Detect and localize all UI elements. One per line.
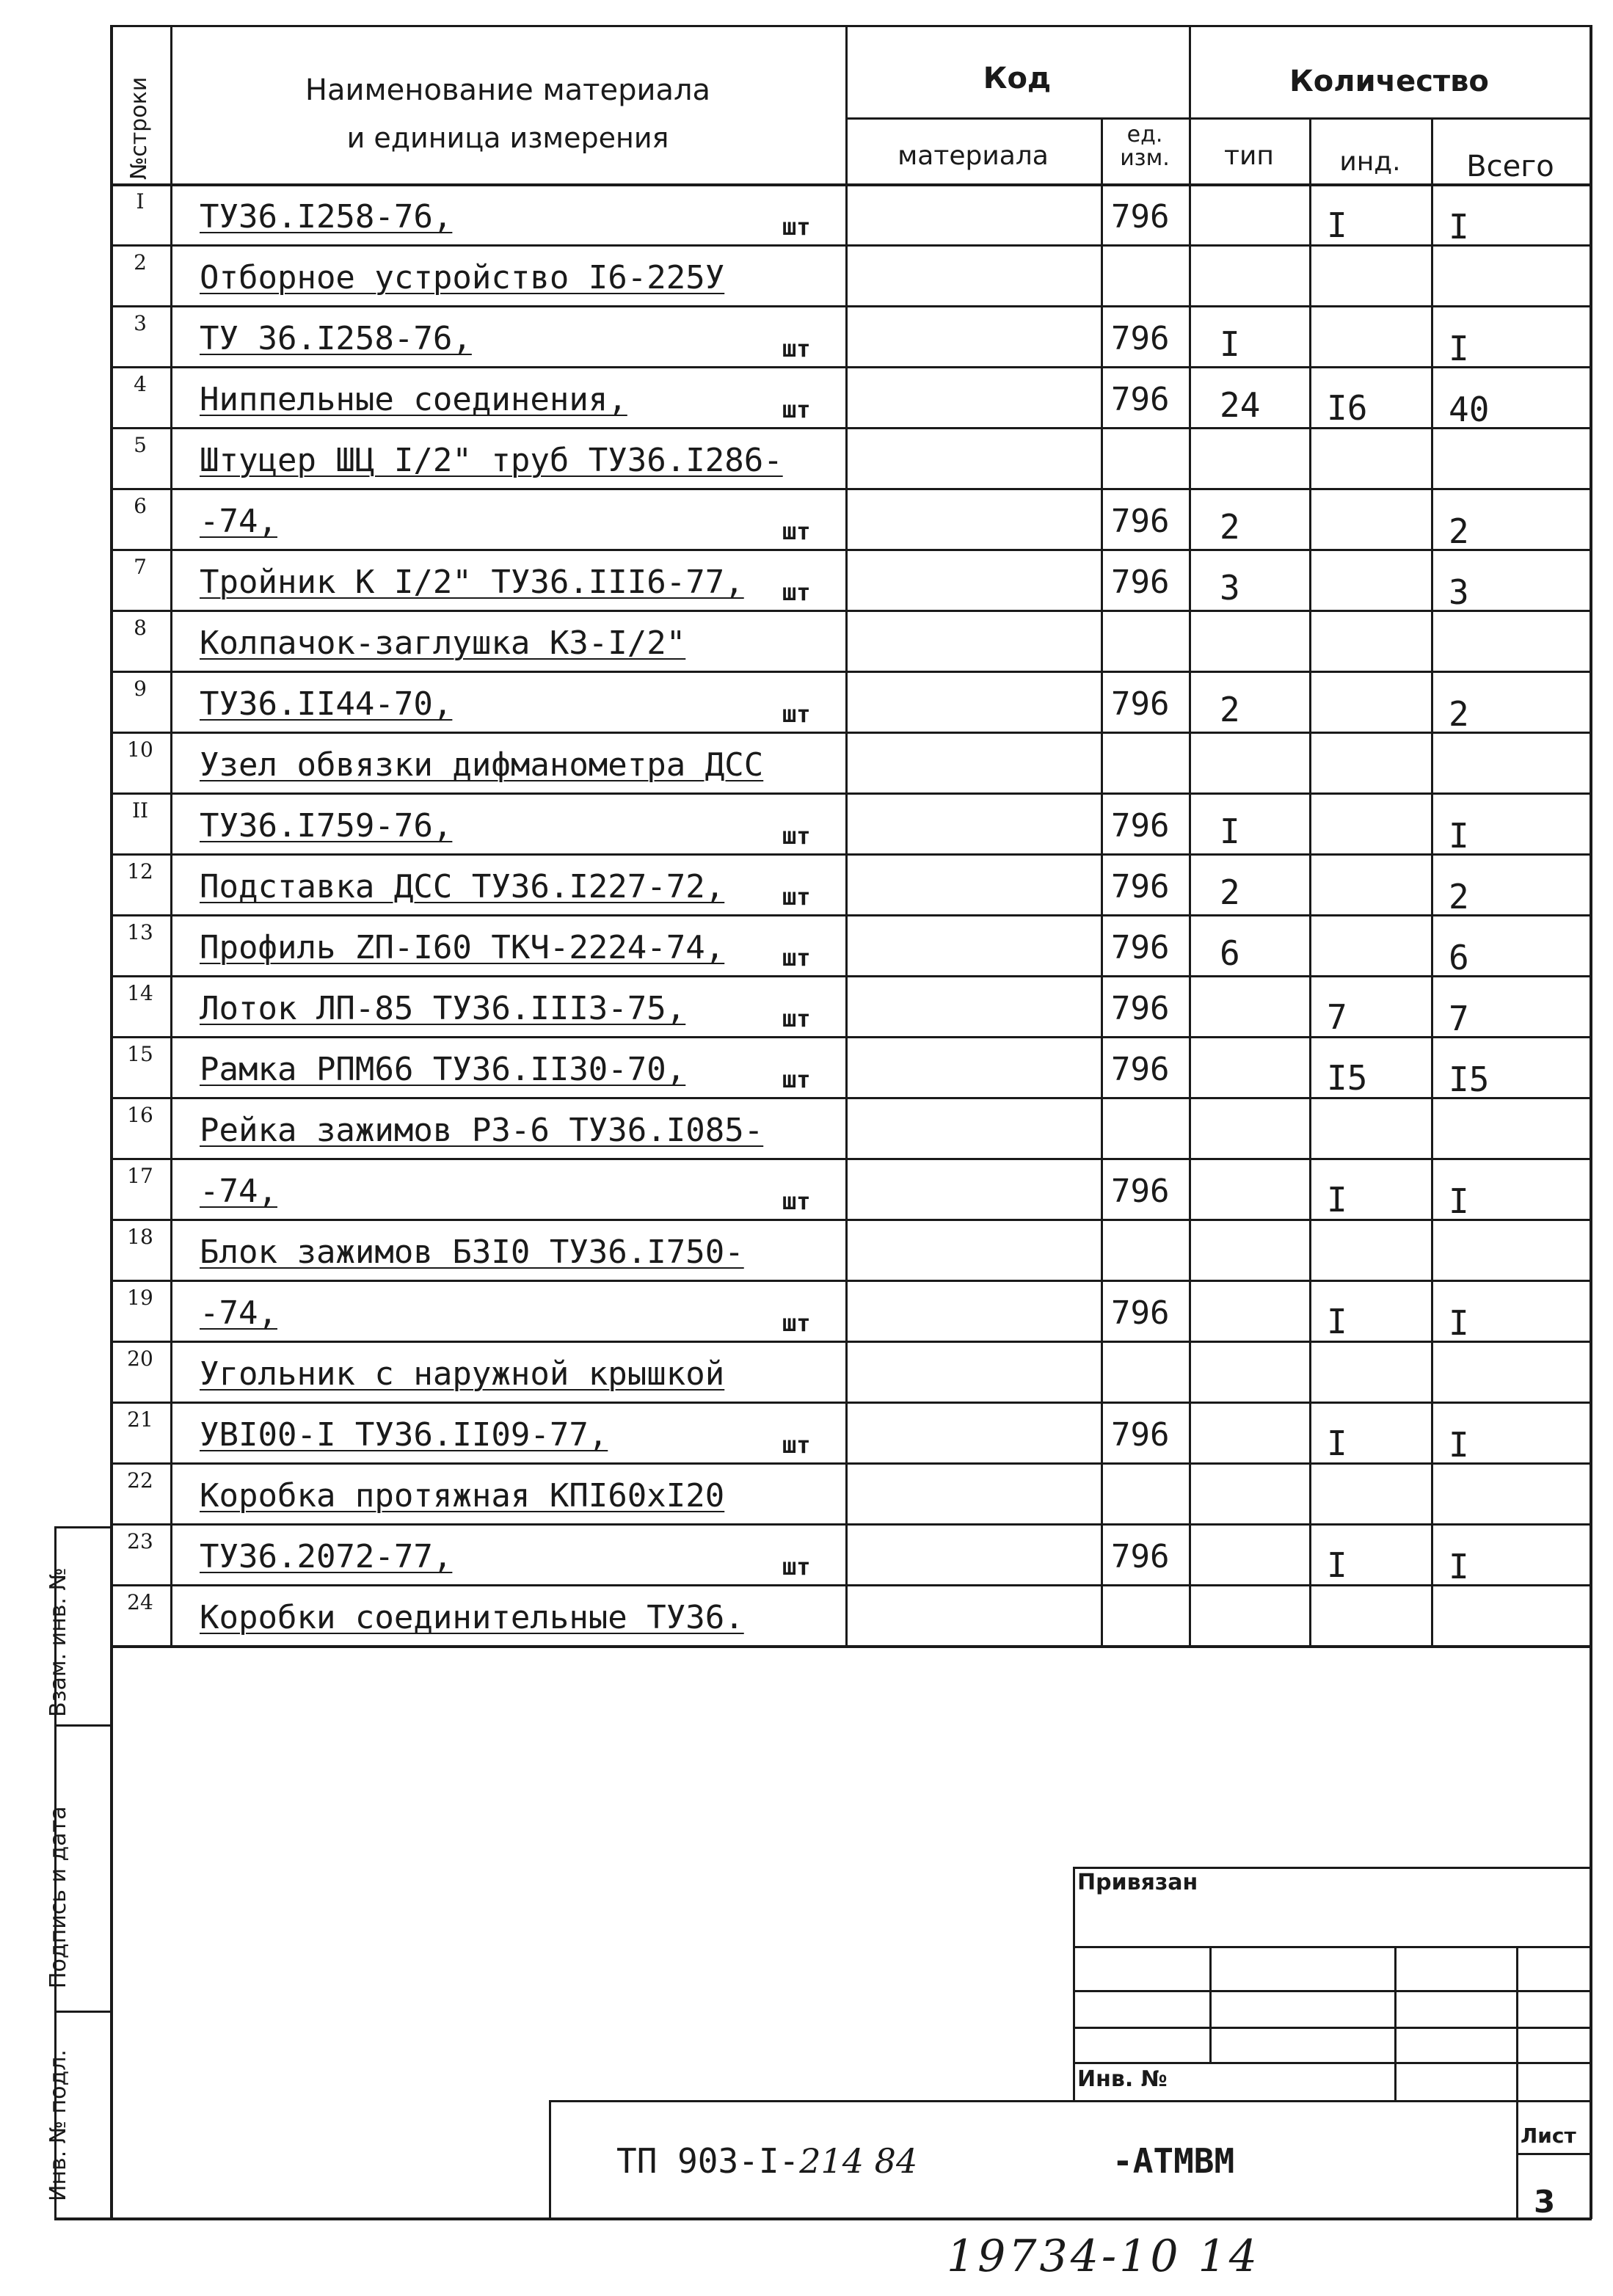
row-line — [110, 1402, 1592, 1404]
qty-total: I — [1449, 1547, 1469, 1586]
row-line — [110, 1158, 1592, 1160]
material-name: Узел обвязки дифманометра ДСС — [200, 746, 764, 784]
unit-label: шт — [782, 883, 811, 911]
material-name: Коробки соединительные ТУ36. — [200, 1599, 744, 1636]
row-line — [110, 1036, 1592, 1038]
qty-type: 24 — [1220, 385, 1261, 425]
qty-ind: I6 — [1327, 388, 1368, 428]
material-name: -74, — [200, 1294, 277, 1332]
doc-handwritten: 214 84 — [799, 2141, 918, 2181]
material-name: УВI00-I ТУ36.II09-77, — [200, 1416, 608, 1454]
stamp-line — [1516, 1946, 1518, 2217]
unit-code: 796 — [1111, 1538, 1170, 1575]
unit-code: 796 — [1111, 381, 1170, 418]
col-line — [1431, 117, 1433, 1645]
material-name: Угольник с наружной крышкой — [200, 1355, 725, 1393]
qty-type-header: тип — [1224, 141, 1274, 171]
material-name: -74, — [200, 1173, 277, 1210]
name-header-line2: и единица измерения — [346, 122, 669, 154]
code-header: Код — [983, 62, 1052, 95]
sheet-label: Лист — [1521, 2124, 1576, 2148]
row-number: 19 — [127, 1286, 153, 1310]
row-number: 13 — [127, 920, 153, 944]
row-number: 4 — [134, 372, 147, 396]
qty-type: I — [1220, 324, 1240, 364]
unit-code: 796 — [1111, 1294, 1170, 1332]
material-name: Штуцер ШЦ I/2" труб ТУ36.I286- — [200, 442, 783, 479]
row-line — [110, 1523, 1592, 1526]
row-number: 24 — [127, 1590, 153, 1614]
material-name: ТУ36.I258-76, — [200, 198, 453, 236]
row-line — [110, 1280, 1592, 1282]
page-bottom-line — [54, 2217, 1592, 2220]
stamp-line — [1073, 2027, 1590, 2029]
material-name: ТУ36.II44-70, — [200, 685, 453, 723]
qty-ind: I — [1327, 205, 1347, 245]
qty-ind: I — [1327, 1424, 1347, 1463]
qty-total: I — [1449, 1181, 1469, 1221]
side-strip-line — [54, 1526, 110, 1528]
row-number: 18 — [127, 1225, 153, 1249]
row-number: 9 — [134, 677, 147, 701]
unit-label: шт — [782, 1553, 811, 1581]
row-number: 12 — [127, 859, 153, 883]
row-number: 21 — [127, 1407, 153, 1432]
unit-code: 796 — [1111, 503, 1170, 540]
vzam-inv-label: Взам. инв. № — [45, 1567, 71, 1717]
side-strip-line — [54, 1724, 110, 1727]
stamp-line — [1209, 1946, 1212, 2063]
unit-label: шт — [782, 1005, 811, 1032]
qty-total: 2 — [1449, 694, 1469, 734]
header-sub-line — [845, 117, 1590, 120]
material-name: Профиль ZП-I60 ТКЧ-2224-74, — [200, 929, 725, 966]
row-number: 22 — [127, 1468, 153, 1493]
material-name: ТУ36.I759-76, — [200, 807, 453, 845]
row-line — [110, 975, 1592, 977]
material-name: Подставка ДСС ТУ36.I227-72, — [200, 868, 725, 905]
code-unit-header: ед. изм. — [1120, 122, 1170, 171]
row-line — [110, 1341, 1592, 1343]
doc-prefix: ТП 903-I- — [616, 2141, 800, 2181]
row-line — [110, 671, 1592, 673]
qty-total: I — [1449, 1425, 1469, 1465]
qty-total: I — [1449, 207, 1469, 247]
material-name: Лоток ЛП-85 ТУ36.III3-75, — [200, 990, 686, 1027]
row-line — [110, 914, 1592, 916]
row-line — [110, 853, 1592, 856]
qty-type: I — [1220, 812, 1240, 851]
unit-code: 796 — [1111, 1173, 1170, 1210]
stamp-line — [1073, 1990, 1590, 1992]
privyazan-label: Привязан — [1077, 1870, 1198, 1895]
qty-total: 40 — [1449, 390, 1490, 429]
unit-code: 796 — [1111, 1416, 1170, 1454]
material-name: Колпачок-заглушка КЗ-I/2" — [200, 624, 686, 662]
qty-type: 6 — [1220, 933, 1240, 973]
row-line — [110, 1219, 1592, 1221]
side-strip-line — [54, 2011, 110, 2013]
qty-ind: 7 — [1327, 997, 1347, 1037]
left-frame-line — [110, 25, 113, 2219]
material-name: Блок зажимов БЗI0 ТУ36.I750- — [200, 1233, 744, 1271]
unit-label: шт — [782, 396, 811, 423]
col-line — [1309, 117, 1311, 1645]
row-line — [110, 305, 1592, 307]
qty-total: I5 — [1449, 1060, 1490, 1099]
qty-total-header: Всего — [1466, 150, 1554, 183]
row-number: 6 — [134, 494, 147, 518]
qty-total: 3 — [1449, 572, 1469, 612]
qty-total: I — [1449, 1303, 1469, 1343]
stamp-line — [1073, 2062, 1590, 2064]
footer-handwritten-number: 19734-10 14 — [947, 2231, 1260, 2282]
stamp-line — [1516, 2153, 1590, 2155]
qty-total: I — [1449, 329, 1469, 368]
qty-ind: I5 — [1327, 1058, 1368, 1098]
unit-label: шт — [782, 1187, 811, 1215]
row-number: 3 — [134, 311, 147, 335]
row-number: 14 — [127, 981, 153, 1005]
row-number: 20 — [127, 1346, 153, 1371]
row-number: 23 — [127, 1529, 153, 1553]
row-line — [110, 549, 1592, 551]
row-number: 16 — [127, 1103, 153, 1127]
row-number: 7 — [134, 555, 147, 579]
material-name: Рамка РПМ66 ТУ36.II30-70, — [200, 1051, 686, 1088]
unit-code: 796 — [1111, 990, 1170, 1027]
row-number: 10 — [127, 737, 153, 762]
row-line — [110, 732, 1592, 734]
stamp-line — [549, 2100, 1592, 2102]
unit-code: 796 — [1111, 320, 1170, 357]
qty-type: 2 — [1220, 507, 1240, 547]
sheet-number: 3 — [1534, 2184, 1556, 2220]
qty-type: 2 — [1220, 872, 1240, 912]
stamp-line — [1073, 1946, 1590, 1948]
material-name: ТУ36.2072-77, — [200, 1538, 453, 1575]
qty-total: 2 — [1449, 877, 1469, 916]
unit-label: шт — [782, 335, 811, 362]
unit-code: 796 — [1111, 1051, 1170, 1088]
row-number: II — [131, 798, 149, 823]
unit-code: 796 — [1111, 807, 1170, 845]
row-number-header: №строки — [126, 76, 152, 180]
unit-label: шт — [782, 944, 811, 972]
material-name: Рейка зажимов РЗ-6 ТУ36.I085- — [200, 1112, 764, 1149]
row-number: 2 — [134, 250, 147, 274]
unit-label: шт — [782, 517, 811, 545]
document-suffix: -АТМВМ — [1113, 2141, 1235, 2181]
code-material-header: материала — [897, 141, 1049, 171]
qty-type: 3 — [1220, 568, 1240, 608]
unit-code: 796 — [1111, 685, 1170, 723]
table-top-border — [110, 25, 1592, 27]
qty-ind-header: инд. — [1339, 147, 1401, 177]
material-name: Отборное устройство I6-225У — [200, 259, 725, 296]
row-line — [110, 427, 1592, 429]
inv-no-label: Инв. № — [1077, 2066, 1168, 2092]
document-code — [616, 2141, 917, 2181]
unit-label: шт — [782, 578, 811, 606]
quantity-header: Количество — [1289, 65, 1489, 98]
material-name: -74, — [200, 503, 277, 540]
unit-label: шт — [782, 1309, 811, 1337]
row-line — [110, 488, 1592, 490]
row-number: 8 — [134, 616, 147, 640]
unit-label: шт — [782, 213, 811, 241]
row-number: 17 — [127, 1164, 153, 1188]
qty-type: 2 — [1220, 690, 1240, 729]
podpis-data-label: Подпись и дата — [45, 1806, 71, 1989]
stamp-line — [1073, 1867, 1075, 2102]
row-line — [110, 1097, 1592, 1099]
qty-ind: I — [1327, 1302, 1347, 1341]
material-name: Тройник К I/2" ТУ36.III6-77, — [200, 564, 744, 601]
row-line — [110, 366, 1592, 368]
qty-total: I — [1449, 816, 1469, 856]
row-line — [110, 244, 1592, 247]
right-frame-line — [1590, 25, 1592, 2219]
row-number: 15 — [127, 1042, 153, 1066]
inv-podl-label: Инв. № подл. — [45, 2049, 71, 2201]
unit-label: шт — [782, 1431, 811, 1459]
row-line — [110, 1462, 1592, 1465]
qty-ind: I — [1327, 1545, 1347, 1585]
unit-label: шт — [782, 700, 811, 728]
name-header-line1: Наименование материала — [305, 73, 711, 107]
material-name: Ниппельные соединения, — [200, 381, 627, 418]
material-name: Коробка протяжная КПI60хI20 — [200, 1477, 725, 1515]
unit-label: шт — [782, 822, 811, 850]
table-bottom-line — [110, 1645, 1592, 1648]
stamp-line — [549, 2100, 551, 2217]
row-number: I — [136, 189, 145, 214]
row-line — [110, 610, 1592, 612]
stamp-line — [1073, 1867, 1592, 1869]
col-line — [1101, 117, 1103, 1645]
qty-total: 7 — [1449, 999, 1469, 1038]
material-name: ТУ 36.I258-76, — [200, 320, 472, 357]
qty-total: 6 — [1449, 938, 1469, 977]
stamp-line — [1394, 1946, 1397, 2100]
row-number: 5 — [134, 433, 147, 457]
header-bottom-line — [110, 183, 1592, 186]
row-line — [110, 1584, 1592, 1586]
unit-code: 796 — [1111, 198, 1170, 236]
unit-code: 796 — [1111, 868, 1170, 905]
unit-code: 796 — [1111, 929, 1170, 966]
unit-code: 796 — [1111, 564, 1170, 601]
qty-total: 2 — [1449, 511, 1469, 551]
qty-ind: I — [1327, 1180, 1347, 1220]
unit-label: шт — [782, 1065, 811, 1093]
row-line — [110, 792, 1592, 795]
